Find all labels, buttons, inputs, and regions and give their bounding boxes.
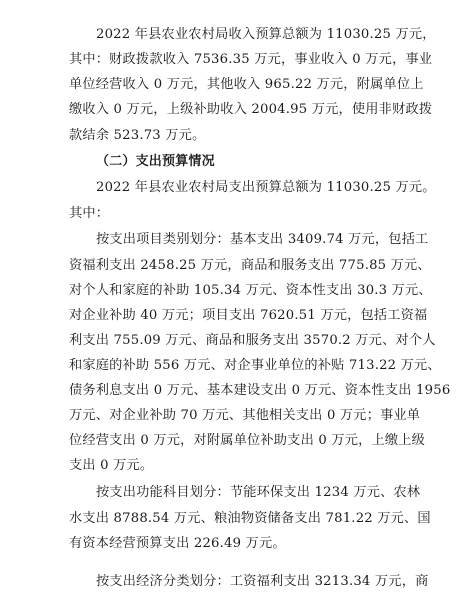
text-line: 对个人和家庭的补助 105.34 万元、资本性支出 30.3 万元、 [69,283,432,298]
text-line: 其中：财政拨款收入 7536.35 万元，事业收入 0 万元，事业 [69,52,433,67]
text-line: 支出 0 万元。 [69,458,154,473]
text-line: 和家庭的补助 556 万元、对企事业单位的补贴 713.22 万元、 [69,358,441,373]
text-line: 按支出项目类别划分：基本支出 3409.74 万元，包括工 [96,232,429,247]
text-line: 万元、对企业补助 70 万元、其他相关支出 0 万元；事业单 [69,408,421,423]
text-line: 有资本经营预算支出 226.49 万元。 [69,536,286,551]
text-line: 其中： [69,206,110,221]
text-line: 对企业补助 40 万元；项目支出 7620.51 万元，包括工资福 [69,308,428,323]
text-line: 2022 年县农业农村局支出预算总额为 11030.25 万元。 [96,180,436,195]
text-line: 单位经营收入 0 万元，其他收入 965.22 万元，附属单位上 [69,77,424,92]
text-line: 2022 年县农业农村局收入预算总额为 11030.25 万元， [96,27,436,42]
text-line: 资福利支出 2458.25 万元，商品和服务支出 775.85 万元、 [69,258,431,273]
text-line: 位经营支出 0 万元，对附属单位补助支出 0 万元，上缴上级 [69,433,426,448]
section-heading: （二）支出预算情况 [96,154,215,169]
text-line: 按支出经济分类划分：工资福利支出 3213.34 万元，商 [96,574,429,589]
text-line: 水支出 8788.54 万元、粮油物资储备支出 781.22 万元、国 [69,511,431,526]
text-line: 按支出功能科目划分：节能环保支出 1234 万元、农林 [96,485,421,500]
text-line: 款结余 523.73 万元。 [69,128,206,143]
text-line: 债务利息支出 0 万元、基本建设支出 0 万元、资本性支出 1956 [69,383,451,398]
text-line: 缴收入 0 万元，上级补助收入 2004.95 万元，使用非财政拨 [69,102,433,117]
text-line: 利支出 755.09 万元、商品和服务支出 3570.2 万元、对个人 [69,333,436,348]
